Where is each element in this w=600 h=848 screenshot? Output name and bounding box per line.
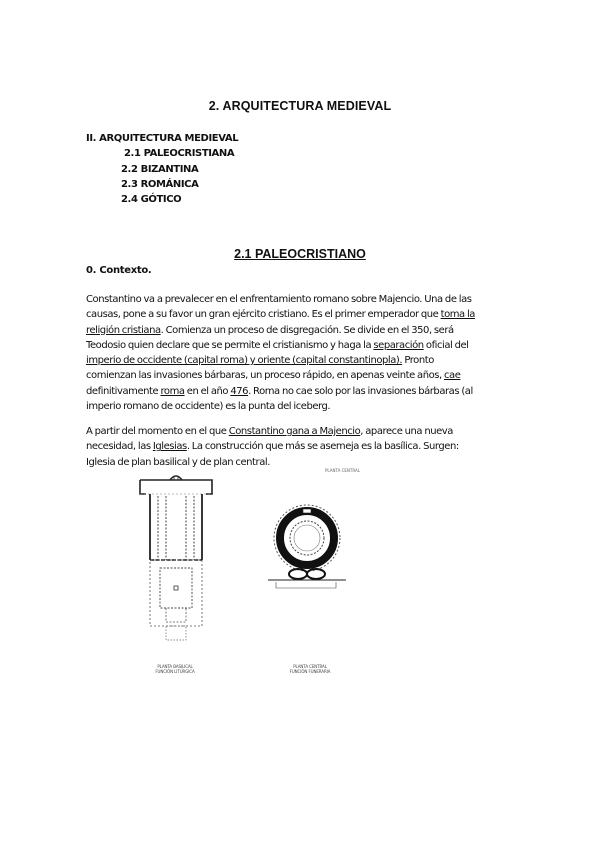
underlined-text: religión cristiana — [86, 324, 161, 336]
text-span: . Roma no cae solo por las invasiones bárbaras (al — [248, 385, 473, 397]
underlined-text: separación — [373, 339, 424, 351]
text-span: en el año — [184, 385, 231, 397]
underlined-text: cae — [443, 370, 461, 382]
central-plan-caption — [270, 664, 350, 674]
text-span: Iglesia de plan basilical y de plan central. — [86, 456, 270, 468]
section-title — [0, 247, 600, 261]
basilical-plan-drawing — [136, 472, 216, 672]
caption-line: PLANTA BASILICAL — [157, 664, 193, 669]
text-line — [86, 368, 526, 383]
toc-item-gotico: 2.4 GÓTICO — [121, 194, 182, 206]
text-span: . La construcción que más se asemeja es la basílica. Surgen: — [186, 441, 459, 453]
paragraph-iglesias — [86, 424, 526, 470]
text-span: Pronto — [402, 355, 434, 367]
central-plan-top-label: PLANTA CENTRAL — [325, 468, 360, 473]
document-title: 2. ARQUITECTURA MEDIEVAL — [208, 99, 392, 113]
text-line — [86, 292, 526, 307]
paragraph-context — [86, 292, 526, 414]
toc-item-romanica: 2.3 ROMÁNICA — [121, 178, 199, 190]
underlined-text: roma — [160, 385, 185, 397]
text-span: definitivamente — [86, 385, 161, 397]
text-span: imperio romano de occidente) es la punta del iceberg. — [86, 401, 331, 413]
text-span: comienzan las invasiones bárbaras, un proceso rápido, en apenas veinte años, — [86, 370, 444, 382]
text-line — [86, 323, 526, 338]
text-line — [86, 399, 526, 414]
text-span: oficial del — [423, 339, 469, 351]
toc-item-bizantina: 2.2 BIZANTINA — [121, 163, 199, 175]
underlined-text: toma la — [440, 309, 475, 321]
central-plan-drawing — [262, 478, 352, 658]
text-span: Teodosio quien declare que se permite el cristianismo y haga la — [86, 339, 374, 351]
text-line — [86, 353, 526, 368]
caption-line: PLANTA CENTRAL — [293, 664, 327, 669]
underlined-text: Iglesias — [152, 441, 187, 453]
underlined-text: imperio de occidente (capital roma) y oriente (capital constantinopla). — [86, 355, 403, 367]
text-line — [86, 307, 526, 322]
text-line — [86, 338, 526, 353]
caption-line: FUNCIÓN LITÚRGICA — [155, 669, 195, 674]
text-line — [86, 455, 526, 470]
basilical-plan-figure — [136, 472, 216, 672]
table-of-contents — [86, 131, 238, 207]
underlined-text: Constantino gana a Majencio — [228, 426, 361, 437]
toc-item-paleocristiana: 2.1 PALEOCRISTIANA — [124, 148, 235, 160]
text-line — [86, 424, 526, 439]
text-span: , aparece una nueva — [360, 426, 453, 437]
toc-heading: II. ARQUITECTURA MEDIEVAL — [86, 133, 239, 144]
central-plan-figure — [262, 478, 352, 658]
underlined-text: 476 — [230, 385, 249, 397]
text-span: necesidad, las — [86, 441, 153, 453]
text-span: A partir del momento en el que — [86, 426, 229, 437]
text-span: Constantino va a prevalecer en el enfrentamiento romano sobre Majencio. Una de las — [86, 294, 472, 305]
section-title-text: 2.1 PALEOCRISTIANO — [234, 247, 366, 261]
basilical-plan-caption — [140, 664, 210, 674]
caption-line: FUNCIÓN FUNERARIA — [289, 669, 331, 674]
text-span: causas, pone a su favor un gran ejército cristiano. Es el primer emperador que — [86, 309, 441, 321]
text-line — [86, 384, 526, 399]
subheading-contexto: 0. Contexto. — [86, 265, 152, 276]
text-span: . Comienza un proceso de disgregación. Se divide en el 350, será — [160, 324, 454, 336]
text-line — [86, 439, 526, 454]
